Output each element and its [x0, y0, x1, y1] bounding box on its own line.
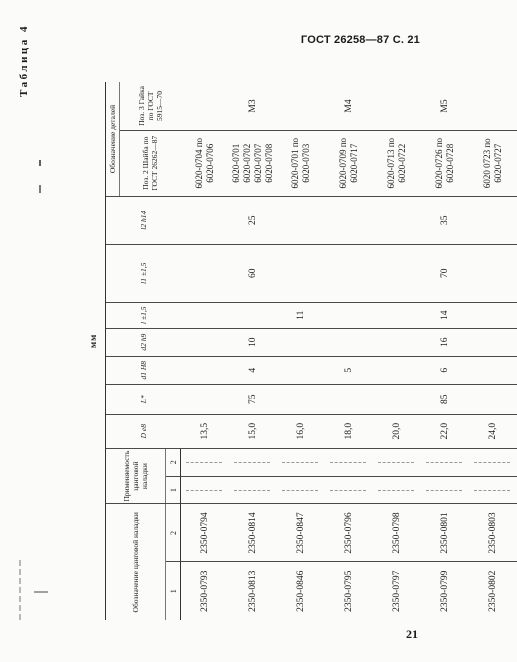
cell-app1: [181, 476, 230, 504]
col-number: 1: [166, 476, 181, 504]
page-header: ГОСТ 26258—87 С. 21: [300, 34, 420, 46]
cell-d1: 4: [229, 356, 277, 384]
header-l1: l1 ±1,5: [106, 244, 181, 302]
cell-app2: [277, 448, 325, 476]
cell-d: 20,0: [373, 414, 421, 448]
cell-d1: 5: [325, 356, 373, 384]
cell-l1: [469, 244, 517, 302]
cell-des1: 2350-0846: [296, 570, 306, 612]
cell-app2: [421, 448, 469, 476]
cell-pos2: 6020 0723 по 6020-0727: [469, 130, 517, 196]
cell-l2: [277, 196, 325, 244]
table-row: [469, 82, 517, 620]
cell-pos2: 6020-0726 по 6020-0728: [421, 130, 469, 196]
cell-L: [469, 384, 517, 414]
cell-L: [325, 384, 373, 414]
cell-l1: [373, 244, 421, 302]
cell-L: [181, 384, 230, 414]
cell-d: 22,0: [421, 414, 469, 448]
cell-app1: [469, 476, 517, 504]
header-l2: l2 h14: [106, 196, 181, 244]
cell-pos2: 6020-0701 6020-0702 6020-0707 6020-0708: [229, 130, 277, 196]
cell-d2: 10: [229, 328, 277, 356]
cell-app1: [325, 476, 373, 504]
header-designation: Обозначение цанговой наладки: [106, 504, 166, 620]
cell-l: 14: [421, 302, 469, 328]
cell-des1: 2350-0795: [344, 570, 354, 612]
table-units: мм: [88, 333, 98, 348]
cell-app2: [325, 448, 373, 476]
cell-des1: 2350-0799: [440, 570, 450, 612]
cell-des1: 2350-0793: [200, 570, 210, 612]
cell-app2: [469, 448, 517, 476]
cell-d: 13,5: [181, 414, 230, 448]
cell-des1: 2350-0813: [248, 570, 258, 612]
table-title: Таблица 4: [18, 24, 30, 97]
cell-d: 18,0: [325, 414, 373, 448]
cell-d2: [277, 328, 325, 356]
col-number: 2: [166, 504, 181, 562]
table-row: [181, 82, 230, 620]
cell-des1: 2350-0802: [488, 570, 498, 612]
cell-l: [181, 302, 230, 328]
cell-pos3: М4: [325, 82, 373, 130]
cell-l: 11: [277, 302, 325, 328]
cell-pos3: М3: [229, 82, 277, 130]
cell-d2: 16: [421, 328, 469, 356]
cell-l2: 35: [421, 196, 469, 244]
cell-des2: 2350-0847: [277, 504, 325, 562]
cell-des2: 2350-0803: [469, 504, 517, 562]
cell-L: 75: [229, 384, 277, 414]
cell-app1: [277, 476, 325, 504]
cell-d: 24,0: [469, 414, 517, 448]
cell-l: [469, 302, 517, 328]
cell-l1: [325, 244, 373, 302]
cell-pos2: 6020-0713 по 6020-0722: [373, 130, 421, 196]
cell-pos2: 6020-0704 по 6020-0706: [181, 130, 230, 196]
cell-d: 15,0: [229, 414, 277, 448]
table-row: [277, 82, 325, 620]
cell-L: [277, 384, 325, 414]
cell-des2: 2350-0801: [421, 504, 469, 562]
header-d: D e8: [106, 414, 181, 448]
header-pos3: Поз. 3 Гайка по ГОСТ 5915—70: [120, 82, 181, 130]
cell-pos3: [373, 82, 421, 130]
cell-des2: 2350-0796: [325, 504, 373, 562]
cell-pos3: [469, 82, 517, 130]
cell-app2: [229, 448, 277, 476]
cell-des2: 2350-0814: [229, 504, 277, 562]
cell-d1: [277, 356, 325, 384]
cell-L: 85: [421, 384, 469, 414]
cell-L: [373, 384, 421, 414]
cell-d1: [181, 356, 230, 384]
cell-d: 16,0: [277, 414, 325, 448]
cell-l1: [277, 244, 325, 302]
cell-pos3: [277, 82, 325, 130]
cell-app1: [421, 476, 469, 504]
header-parts: Обозначение деталей: [106, 82, 120, 196]
cell-des2: 2350-0794: [181, 504, 230, 562]
rotated-table-block: [18, 20, 503, 620]
header-l: l ±1,5: [106, 302, 181, 328]
cell-pos3: М5: [421, 82, 469, 130]
cell-pos2: 6020-0701 по 6020-0703: [277, 130, 325, 196]
parts-table: [105, 82, 517, 620]
cell-d2: [373, 328, 421, 356]
cell-l: [229, 302, 277, 328]
col-number: 1: [166, 562, 181, 620]
cell-pos2: 6020-0709 по 6020-0717: [325, 130, 373, 196]
cell-l: [325, 302, 373, 328]
page-number: 21: [406, 627, 418, 641]
table-row: [421, 82, 469, 620]
header-pos2: Поз. 2 Шайба по ГОСТ 26262—87: [120, 130, 181, 196]
cell-app2: [181, 448, 230, 476]
table-row: [229, 82, 277, 620]
cell-l2: [325, 196, 373, 244]
header-applicability: Применяемость цанговой наладки: [106, 448, 166, 504]
header-d2: d2 h9: [106, 328, 181, 356]
cell-d2: [181, 328, 230, 356]
cell-l1: [181, 244, 230, 302]
cell-app1: [229, 476, 277, 504]
col-number: 2: [166, 448, 181, 476]
header-d1: d1 H8: [106, 356, 181, 384]
cell-l1: 70: [421, 244, 469, 302]
cell-d1: [373, 356, 421, 384]
cell-d1: [469, 356, 517, 384]
table-row: [373, 82, 421, 620]
cell-app1: [373, 476, 421, 504]
cell-l2: [469, 196, 517, 244]
cell-l2: [373, 196, 421, 244]
cell-app2: [373, 448, 421, 476]
cell-l2: 25: [229, 196, 277, 244]
header-L: L*: [106, 384, 181, 414]
cell-des2: 2350-0798: [373, 504, 421, 562]
table-row: [325, 82, 373, 620]
cell-pos3: [181, 82, 230, 130]
cell-l1: 60: [229, 244, 277, 302]
cell-l: [373, 302, 421, 328]
cell-d2: [325, 328, 373, 356]
cell-l2: [181, 196, 230, 244]
cell-des1: 2350-0797: [392, 570, 402, 612]
cell-d1: 6: [421, 356, 469, 384]
cell-d2: [469, 328, 517, 356]
